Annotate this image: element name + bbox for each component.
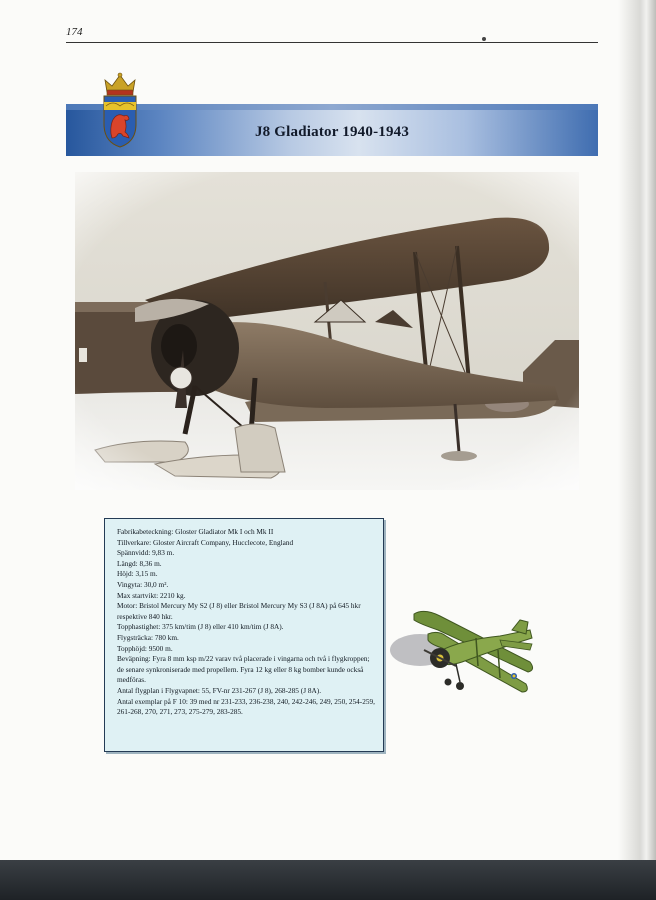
spec-line: Höjd: 3,15 m. — [117, 569, 158, 579]
spec-line: Fabrikabeteckning: Gloster Gladiator Mk I och Mk II — [117, 527, 274, 536]
spec-line: Vingyta: 30,0 m². — [117, 579, 169, 589]
specifications-box — [104, 518, 384, 752]
page-shade — [618, 0, 640, 862]
spec-line: Topphöjd: 9500 m. — [117, 643, 173, 653]
banner-top-line — [66, 104, 598, 110]
page-title: J8 Gladiator 1940-1943 — [254, 124, 410, 140]
spec-line: Antal flygplan i Flygvapnet: 55, FV-nr 231-267 (J 8), 268-285 (J 8A). — [117, 685, 322, 695]
spec-line: Flygsträcka: 780 km. — [117, 632, 179, 642]
spec-line: Längd: 8,36 m. — [117, 558, 162, 568]
gladiator-scale-model-icon — [380, 600, 540, 700]
book-gutter — [640, 0, 656, 900]
spec-line: Topphastighet: 375 km/tim (J 8) eller 410 km/tim (J 8A). — [117, 622, 284, 632]
gladiator-biplane-photo-icon — [75, 172, 579, 490]
swedish-air-wing-crest-icon — [101, 72, 139, 148]
spec-line: Max startvikt: 2210 kg. — [117, 590, 186, 600]
spec-line: Tillverkare: Gloster Aircraft Company, Hucclecote, England — [117, 537, 294, 547]
spec-line: Beväpning: Fyra 8 mm ksp m/22 varav två placerade i vingarna och två i flygkroppen; de senare synkroniserade med propellern. Fyra 12 kg eller 8 kg bomber kunde också medföras. — [117, 654, 370, 685]
header-rule — [66, 42, 598, 43]
gladiator-photo — [75, 172, 579, 490]
spec-line: Spännvidd: 9,83 m. — [117, 548, 175, 558]
page-number: 174 — [66, 26, 83, 38]
scan-bottom-edge — [0, 860, 656, 900]
spec-line: Antal exemplar på F 10: 39 med nr 231-233, 236-238, 240, 242-246, 249, 250, 254-259, 261-268, 270, 271, 273, 275-279, 283-285. — [117, 696, 376, 717]
spec-line: Motor: Bristol Mercury My S2 (J 8) eller Bristol Mercury My S3 (J 8A) på 645 hkr respektive 840 hkr. — [117, 601, 361, 621]
rule-dot — [482, 37, 486, 41]
